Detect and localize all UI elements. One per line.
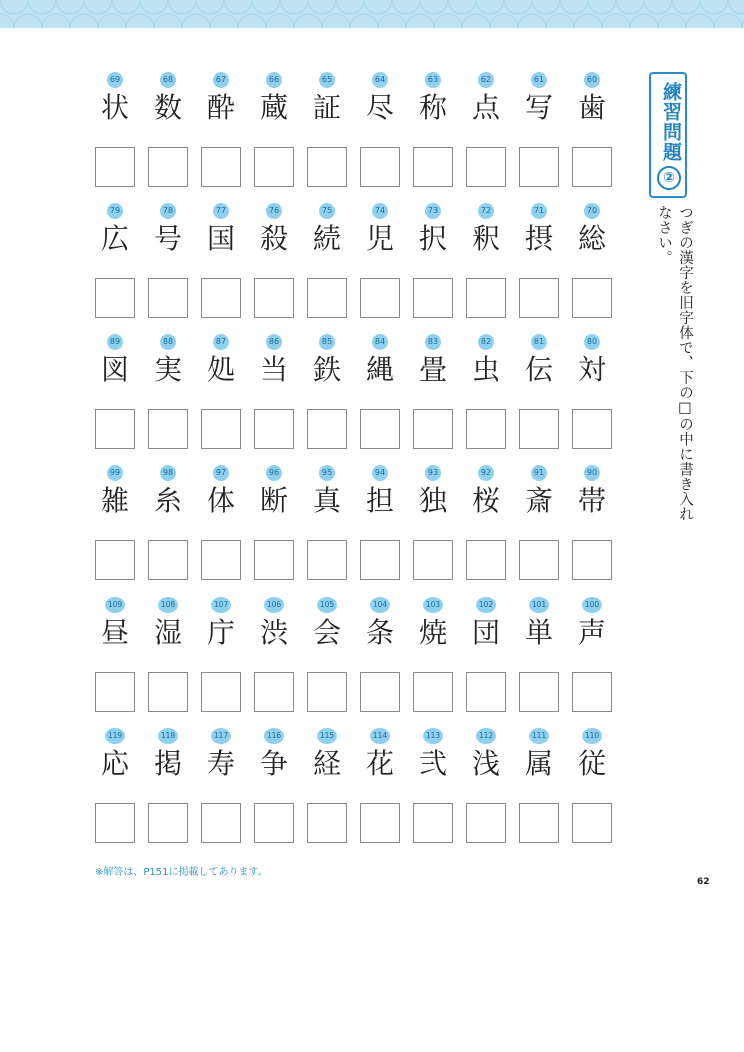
kanji-character: 応	[100, 747, 129, 780]
answer-box[interactable]	[201, 147, 241, 187]
kanji-cell	[413, 72, 453, 202]
kanji-character: 釈	[471, 222, 500, 255]
kanji-character: 伝	[524, 353, 553, 386]
question-number-badge: 112	[476, 728, 496, 744]
kanji-character: 証	[312, 91, 341, 124]
kanji-character: 焼	[418, 616, 447, 649]
kanji-cell	[307, 203, 347, 333]
answer-box[interactable]	[413, 147, 453, 187]
kanji-cell	[466, 72, 506, 202]
kanji-cell	[201, 465, 241, 595]
kanji-character: 断	[259, 484, 288, 517]
question-number-badge: 99	[107, 465, 123, 481]
kanji-character: 写	[524, 91, 553, 124]
answer-box[interactable]	[201, 278, 241, 318]
question-number-badge: 75	[319, 203, 335, 219]
answer-box[interactable]	[466, 278, 506, 318]
kanji-row	[95, 728, 617, 858]
kanji-cell	[148, 72, 188, 202]
question-number-badge: 103	[423, 597, 443, 613]
kanji-character: 蔵	[259, 91, 288, 124]
answer-box[interactable]	[413, 672, 453, 712]
question-number-badge: 83	[425, 334, 441, 350]
answer-box[interactable]	[254, 409, 294, 449]
kanji-character: 処	[206, 353, 235, 386]
kanji-cell	[148, 597, 188, 727]
kanji-character: 択	[418, 222, 447, 255]
question-number-badge: 89	[107, 334, 123, 350]
answer-box[interactable]	[466, 672, 506, 712]
kanji-cell	[307, 72, 347, 202]
kanji-cell	[148, 334, 188, 464]
kanji-cell	[466, 465, 506, 595]
question-number-badge: 91	[531, 465, 547, 481]
kanji-cell	[519, 465, 559, 595]
kanji-cell	[148, 728, 188, 858]
kanji-character: 歯	[577, 91, 606, 124]
kanji-character: 広	[100, 222, 129, 255]
kanji-cell	[413, 334, 453, 464]
question-number-badge: 111	[529, 728, 549, 744]
answer-box[interactable]	[148, 672, 188, 712]
question-number-badge: 76	[266, 203, 282, 219]
question-number-badge: 72	[478, 203, 494, 219]
question-number-badge: 90	[584, 465, 600, 481]
kanji-cell	[307, 597, 347, 727]
kanji-cell	[572, 728, 612, 858]
question-number-badge: 64	[372, 72, 388, 88]
answer-box[interactable]	[254, 672, 294, 712]
question-number-badge: 84	[372, 334, 388, 350]
answer-box[interactable]	[413, 278, 453, 318]
answer-box[interactable]	[572, 540, 612, 580]
answer-box[interactable]	[148, 278, 188, 318]
kanji-cell	[519, 72, 559, 202]
kanji-cell	[95, 72, 135, 202]
kanji-character: 縄	[365, 353, 394, 386]
question-number-badge: 107	[211, 597, 231, 613]
kanji-cell	[519, 597, 559, 727]
kanji-character: 昼	[100, 616, 129, 649]
kanji-character: 帯	[577, 484, 606, 517]
question-number-badge: 87	[213, 334, 229, 350]
exercise-title: 練習問題	[660, 82, 682, 162]
question-number-badge: 71	[531, 203, 547, 219]
question-number-badge: 62	[478, 72, 494, 88]
question-number-badge: 68	[160, 72, 176, 88]
question-number-badge: 101	[529, 597, 549, 613]
kanji-cell	[201, 72, 241, 202]
kanji-cell	[307, 728, 347, 858]
kanji-row	[95, 465, 617, 595]
answer-box[interactable]	[572, 147, 612, 187]
question-number-badge: 85	[319, 334, 335, 350]
answer-box[interactable]	[519, 672, 559, 712]
kanji-character: 掲	[153, 747, 182, 780]
question-number-badge: 96	[266, 465, 282, 481]
answer-box[interactable]	[201, 409, 241, 449]
kanji-cell	[254, 597, 294, 727]
kanji-character: 鉄	[312, 353, 341, 386]
answer-box[interactable]	[413, 803, 453, 843]
answer-box[interactable]	[360, 147, 400, 187]
question-number-badge: 116	[264, 728, 284, 744]
answer-box[interactable]	[201, 672, 241, 712]
answer-box[interactable]	[519, 278, 559, 318]
kanji-character: 対	[577, 353, 606, 386]
answer-box[interactable]	[148, 803, 188, 843]
question-number-badge: 80	[584, 334, 600, 350]
kanji-cell	[360, 334, 400, 464]
answer-box[interactable]	[466, 803, 506, 843]
question-number-badge: 95	[319, 465, 335, 481]
question-number-badge: 97	[213, 465, 229, 481]
question-number-badge: 113	[423, 728, 443, 744]
answer-box[interactable]	[254, 803, 294, 843]
kanji-cell	[95, 728, 135, 858]
kanji-character: 続	[312, 222, 341, 255]
answer-box[interactable]	[466, 147, 506, 187]
kanji-cell	[95, 334, 135, 464]
question-number-badge: 109	[105, 597, 125, 613]
kanji-character: 数	[153, 91, 182, 124]
question-number-badge: 74	[372, 203, 388, 219]
question-number-badge: 105	[317, 597, 337, 613]
question-number-badge: 118	[158, 728, 178, 744]
kanji-character: 尽	[365, 91, 394, 124]
kanji-cell	[360, 728, 400, 858]
question-number-badge: 66	[266, 72, 282, 88]
kanji-character: 担	[365, 484, 394, 517]
kanji-character: 渋	[259, 616, 288, 649]
kanji-cell	[254, 465, 294, 595]
kanji-character: 湿	[153, 616, 182, 649]
question-number-badge: 67	[213, 72, 229, 88]
answer-box[interactable]	[148, 540, 188, 580]
answer-box[interactable]	[519, 803, 559, 843]
question-number-badge: 88	[160, 334, 176, 350]
kanji-cell	[413, 597, 453, 727]
kanji-character: 雑	[100, 484, 129, 517]
kanji-cell	[572, 334, 612, 464]
question-number-badge: 78	[160, 203, 176, 219]
kanji-cell	[413, 728, 453, 858]
page-number: 62	[697, 877, 710, 887]
answer-box[interactable]	[254, 278, 294, 318]
kanji-cell	[95, 203, 135, 333]
kanji-character: 児	[365, 222, 394, 255]
question-number-badge: 104	[370, 597, 390, 613]
instruction-text: つぎの漢字を旧字体で、下の□の中に書き入れなさい。	[656, 205, 693, 522]
answer-box[interactable]	[95, 409, 135, 449]
kanji-character: 桜	[471, 484, 500, 517]
kanji-cell	[148, 203, 188, 333]
kanji-character: 状	[100, 91, 129, 124]
kanji-character: 会	[312, 616, 341, 649]
kanji-row	[95, 334, 617, 464]
answer-box[interactable]	[307, 147, 347, 187]
decorative-top-band	[0, 0, 744, 28]
answer-box[interactable]	[413, 409, 453, 449]
kanji-character: 真	[312, 484, 341, 517]
answer-box[interactable]	[360, 672, 400, 712]
kanji-cell	[254, 72, 294, 202]
kanji-character: 従	[577, 747, 606, 780]
kanji-cell	[466, 334, 506, 464]
kanji-character: 争	[259, 747, 288, 780]
answer-box[interactable]	[519, 540, 559, 580]
kanji-character: 糸	[153, 484, 182, 517]
kanji-cell	[572, 597, 612, 727]
kanji-cell	[360, 465, 400, 595]
kanji-character: 斎	[524, 484, 553, 517]
question-number-badge: 98	[160, 465, 176, 481]
answer-box[interactable]	[201, 540, 241, 580]
answer-box[interactable]	[413, 540, 453, 580]
kanji-cell	[572, 203, 612, 333]
kanji-cell	[572, 465, 612, 595]
answer-box[interactable]	[307, 278, 347, 318]
kanji-cell	[254, 334, 294, 464]
kanji-character: 声	[577, 616, 606, 649]
answer-note: ※解答は、P151に掲載してあります。	[95, 867, 268, 878]
answer-box[interactable]	[360, 540, 400, 580]
answer-box[interactable]	[360, 803, 400, 843]
question-number-badge: 61	[531, 72, 547, 88]
answer-box[interactable]	[307, 409, 347, 449]
kanji-cell	[307, 465, 347, 595]
question-number-badge: 102	[476, 597, 496, 613]
kanji-cell	[95, 465, 135, 595]
answer-box[interactable]	[95, 147, 135, 187]
kanji-character: 称	[418, 91, 447, 124]
question-number-badge: 79	[107, 203, 123, 219]
answer-box[interactable]	[307, 803, 347, 843]
question-number-badge: 77	[213, 203, 229, 219]
kanji-cell	[519, 728, 559, 858]
question-number-badge: 60	[584, 72, 600, 88]
answer-box[interactable]	[95, 672, 135, 712]
answer-box[interactable]	[572, 409, 612, 449]
kanji-cell	[519, 334, 559, 464]
question-number-badge: 106	[264, 597, 284, 613]
kanji-cell	[519, 203, 559, 333]
kanji-character: 実	[153, 353, 182, 386]
kanji-cell	[360, 203, 400, 333]
answer-box[interactable]	[95, 803, 135, 843]
question-number-badge: 70	[584, 203, 600, 219]
question-number-badge: 117	[211, 728, 231, 744]
kanji-cell	[201, 334, 241, 464]
kanji-cell	[201, 597, 241, 727]
kanji-character: 体	[206, 484, 235, 517]
kanji-cell	[360, 72, 400, 202]
question-number-badge: 86	[266, 334, 282, 350]
kanji-character: 独	[418, 484, 447, 517]
kanji-character: 浅	[471, 747, 500, 780]
answer-box[interactable]	[148, 409, 188, 449]
question-number-badge: 100	[582, 597, 602, 613]
kanji-row	[95, 203, 617, 333]
answer-box[interactable]	[572, 278, 612, 318]
kanji-character: 図	[100, 353, 129, 386]
kanji-character: 当	[259, 353, 288, 386]
question-number-badge: 119	[105, 728, 125, 744]
question-number-badge: 81	[531, 334, 547, 350]
kanji-character: 虫	[471, 353, 500, 386]
answer-box[interactable]	[360, 278, 400, 318]
answer-box[interactable]	[572, 672, 612, 712]
answer-box[interactable]	[95, 540, 135, 580]
kanji-character: 経	[312, 747, 341, 780]
answer-box[interactable]	[254, 147, 294, 187]
question-number-badge: 92	[478, 465, 494, 481]
question-number-badge: 94	[372, 465, 388, 481]
kanji-character: 殺	[259, 222, 288, 255]
kanji-character: 団	[471, 616, 500, 649]
answer-box[interactable]	[466, 540, 506, 580]
kanji-cell	[413, 203, 453, 333]
kanji-cell	[254, 203, 294, 333]
kanji-cell	[201, 728, 241, 858]
question-number-badge: 65	[319, 72, 335, 88]
answer-box[interactable]	[307, 540, 347, 580]
answer-box[interactable]	[95, 278, 135, 318]
kanji-character: 単	[524, 616, 553, 649]
kanji-character: 国	[206, 222, 235, 255]
kanji-character: 花	[365, 747, 394, 780]
answer-box[interactable]	[360, 409, 400, 449]
answer-box[interactable]	[307, 672, 347, 712]
kanji-character: 条	[365, 616, 394, 649]
kanji-row	[95, 597, 617, 727]
question-number-badge: 93	[425, 465, 441, 481]
question-number-badge: 108	[158, 597, 178, 613]
exercise-title-box	[649, 72, 687, 198]
kanji-cell	[572, 72, 612, 202]
kanji-cell	[254, 728, 294, 858]
kanji-cell	[466, 203, 506, 333]
kanji-character: 摂	[524, 222, 553, 255]
answer-box[interactable]	[201, 803, 241, 843]
kanji-cell	[95, 597, 135, 727]
question-number-badge: 73	[425, 203, 441, 219]
kanji-character: 号	[153, 222, 182, 255]
kanji-cell	[466, 728, 506, 858]
answer-box[interactable]	[466, 409, 506, 449]
answer-box[interactable]	[148, 147, 188, 187]
kanji-cell	[307, 334, 347, 464]
kanji-cell	[413, 465, 453, 595]
answer-box[interactable]	[519, 409, 559, 449]
kanji-character: 寿	[206, 747, 235, 780]
answer-box[interactable]	[519, 147, 559, 187]
kanji-character: 点	[471, 91, 500, 124]
kanji-cell	[148, 465, 188, 595]
exercise-number: ②	[657, 166, 681, 190]
question-number-badge: 110	[582, 728, 602, 744]
question-number-badge: 63	[425, 72, 441, 88]
kanji-character: 総	[577, 222, 606, 255]
kanji-character: 属	[524, 747, 553, 780]
kanji-character: 庁	[206, 616, 235, 649]
kanji-cell	[466, 597, 506, 727]
question-number-badge: 115	[317, 728, 337, 744]
question-number-badge: 69	[107, 72, 123, 88]
kanji-cell	[360, 597, 400, 727]
answer-box[interactable]	[572, 803, 612, 843]
answer-box[interactable]	[254, 540, 294, 580]
question-number-badge: 114	[370, 728, 390, 744]
kanji-character: 畳	[418, 353, 447, 386]
kanji-character: 酔	[206, 91, 235, 124]
kanji-row	[95, 72, 617, 202]
question-number-badge: 82	[478, 334, 494, 350]
kanji-character: 弐	[418, 747, 447, 780]
kanji-cell	[201, 203, 241, 333]
